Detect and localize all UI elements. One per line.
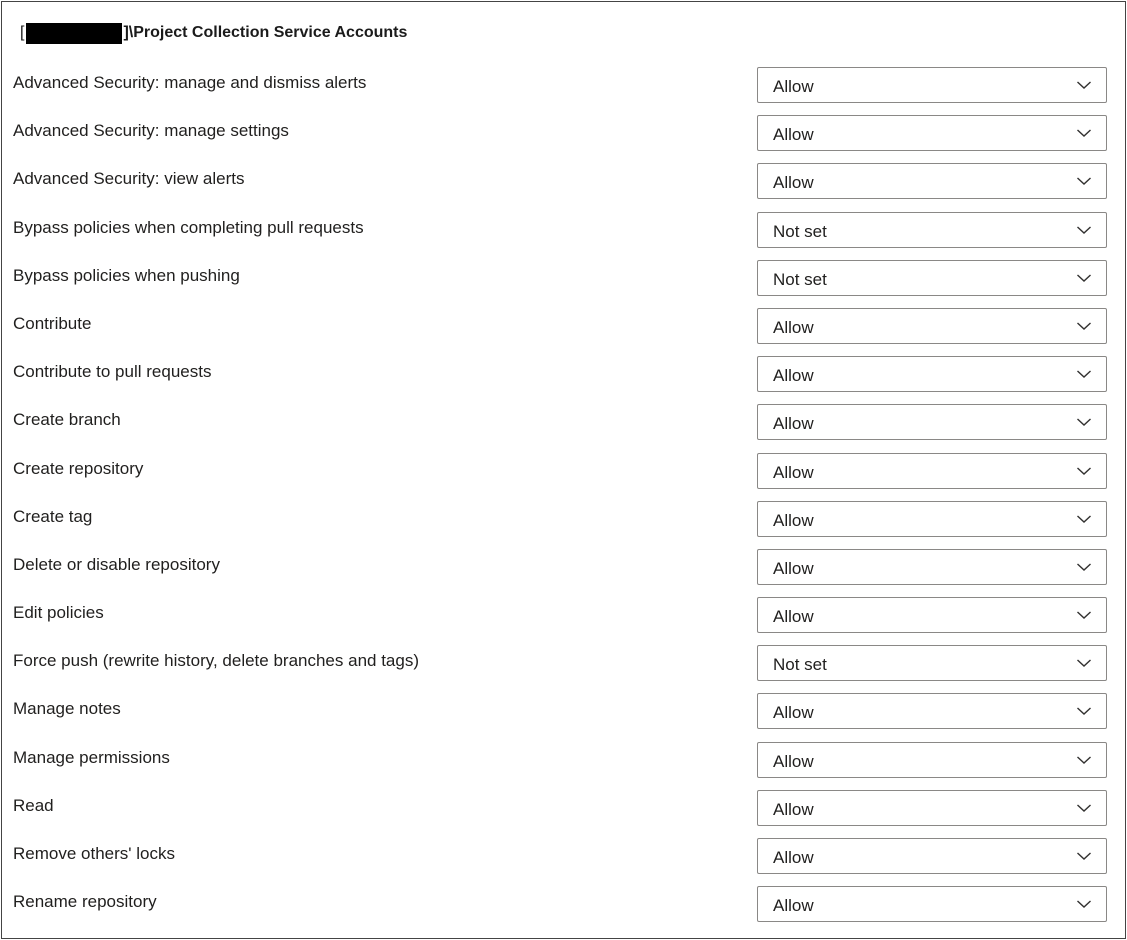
permission-value: Allow xyxy=(773,125,814,145)
permission-value: Allow xyxy=(773,848,814,867)
permissions-panel xyxy=(1,1,1126,939)
chevron-down-icon xyxy=(1076,898,1092,910)
group-header xyxy=(20,22,407,44)
permission-dropdown[interactable] xyxy=(757,549,1107,585)
permission-value: Allow xyxy=(773,173,814,193)
chevron-down-icon xyxy=(1076,416,1092,428)
chevron-down-icon xyxy=(1076,513,1092,525)
permission-dropdown[interactable] xyxy=(757,501,1107,537)
permission-dropdown[interactable] xyxy=(757,308,1107,344)
permission-dropdown[interactable] xyxy=(757,212,1107,248)
permission-value: Allow xyxy=(773,799,814,819)
permission-value: Not set xyxy=(773,269,827,289)
chevron-down-icon xyxy=(1076,175,1092,187)
chevron-down-icon xyxy=(1076,754,1092,766)
permission-label: Force push (rewrite history, delete branches and tags) xyxy=(13,651,419,671)
permission-label: Contribute to pull requests xyxy=(13,362,212,382)
permission-dropdown[interactable] xyxy=(757,597,1107,633)
permission-dropdown[interactable] xyxy=(757,645,1107,681)
permission-row-4 xyxy=(2,209,1125,257)
permission-value: Allow xyxy=(773,558,814,578)
permission-dropdown[interactable] xyxy=(757,404,1107,440)
chevron-down-icon xyxy=(1076,320,1092,332)
permission-value: Allow xyxy=(773,462,814,482)
permission-label: Delete or disable repository xyxy=(13,554,220,574)
permission-value: Allow xyxy=(773,510,814,530)
permission-label: Create tag xyxy=(13,506,93,526)
permission-label: Bypass policies when pushing xyxy=(13,265,240,285)
permission-row-9 xyxy=(2,450,1125,498)
chevron-down-icon xyxy=(1076,609,1092,621)
chevron-down-icon xyxy=(1076,127,1092,139)
permission-value: Allow xyxy=(773,77,814,96)
permission-row-11 xyxy=(2,546,1125,594)
chevron-down-icon xyxy=(1076,272,1092,284)
permission-label: Manage notes xyxy=(13,699,121,719)
permission-value: Allow xyxy=(773,414,814,434)
permission-list xyxy=(2,64,1125,931)
permission-label: Advanced Security: view alerts xyxy=(13,169,245,189)
permission-label: Create repository xyxy=(13,458,144,478)
chevron-down-icon xyxy=(1076,561,1092,573)
permission-row-7 xyxy=(2,353,1125,401)
permission-row-15 xyxy=(2,739,1125,787)
redacted-organization-name xyxy=(26,23,122,44)
permission-dropdown[interactable] xyxy=(757,453,1107,489)
permission-label: Create branch xyxy=(13,410,121,430)
chevron-down-icon xyxy=(1076,79,1092,91)
permission-row-18 xyxy=(2,883,1125,931)
permission-label: Bypass policies when completing pull requests xyxy=(13,217,364,237)
permission-dropdown[interactable] xyxy=(757,115,1107,151)
permission-value: Not set xyxy=(773,655,827,675)
permission-row-1 xyxy=(2,64,1125,112)
permission-value: Allow xyxy=(773,607,814,627)
permission-dropdown[interactable] xyxy=(757,67,1107,103)
permission-row-13 xyxy=(2,642,1125,690)
permission-label: Contribute xyxy=(13,313,92,333)
permission-label: Edit policies xyxy=(13,603,104,623)
permission-dropdown[interactable] xyxy=(757,260,1107,296)
permission-dropdown[interactable] xyxy=(757,356,1107,392)
chevron-down-icon xyxy=(1076,368,1092,380)
permission-value: Allow xyxy=(773,703,814,723)
permission-value: Allow xyxy=(773,896,814,916)
permission-row-6 xyxy=(2,305,1125,353)
permission-row-10 xyxy=(2,498,1125,546)
permission-value: Allow xyxy=(773,366,814,386)
permission-label: Rename repository xyxy=(13,892,157,912)
permission-label: Advanced Security: manage settings xyxy=(13,121,289,141)
permission-row-3 xyxy=(2,160,1125,208)
permission-dropdown[interactable] xyxy=(757,838,1107,874)
permission-dropdown[interactable] xyxy=(757,693,1107,729)
group-title: ]\Project Collection Service Accounts xyxy=(123,24,408,41)
chevron-down-icon xyxy=(1076,224,1092,236)
chevron-down-icon xyxy=(1076,465,1092,477)
permission-row-16 xyxy=(2,787,1125,835)
permission-label: Manage permissions xyxy=(13,747,170,767)
permission-label: Remove others' locks xyxy=(13,844,175,863)
chevron-down-icon xyxy=(1076,705,1092,717)
permission-dropdown[interactable] xyxy=(757,790,1107,826)
permission-label: Read xyxy=(13,795,54,815)
chevron-down-icon xyxy=(1076,802,1092,814)
permission-row-12 xyxy=(2,594,1125,642)
permission-row-2 xyxy=(2,112,1125,160)
permission-dropdown[interactable] xyxy=(757,163,1107,199)
permission-row-5 xyxy=(2,257,1125,305)
permission-value: Allow xyxy=(773,317,814,337)
permission-value: Not set xyxy=(773,221,827,241)
permission-label: Advanced Security: manage and dismiss alerts xyxy=(13,73,367,92)
permission-dropdown[interactable] xyxy=(757,886,1107,922)
header-open-bracket: [ xyxy=(20,24,25,41)
permission-row-8 xyxy=(2,401,1125,449)
permission-row-14 xyxy=(2,690,1125,738)
permission-row-17 xyxy=(2,835,1125,883)
permission-value: Allow xyxy=(773,751,814,771)
chevron-down-icon xyxy=(1076,850,1092,862)
chevron-down-icon xyxy=(1076,657,1092,669)
permission-dropdown[interactable] xyxy=(757,742,1107,778)
